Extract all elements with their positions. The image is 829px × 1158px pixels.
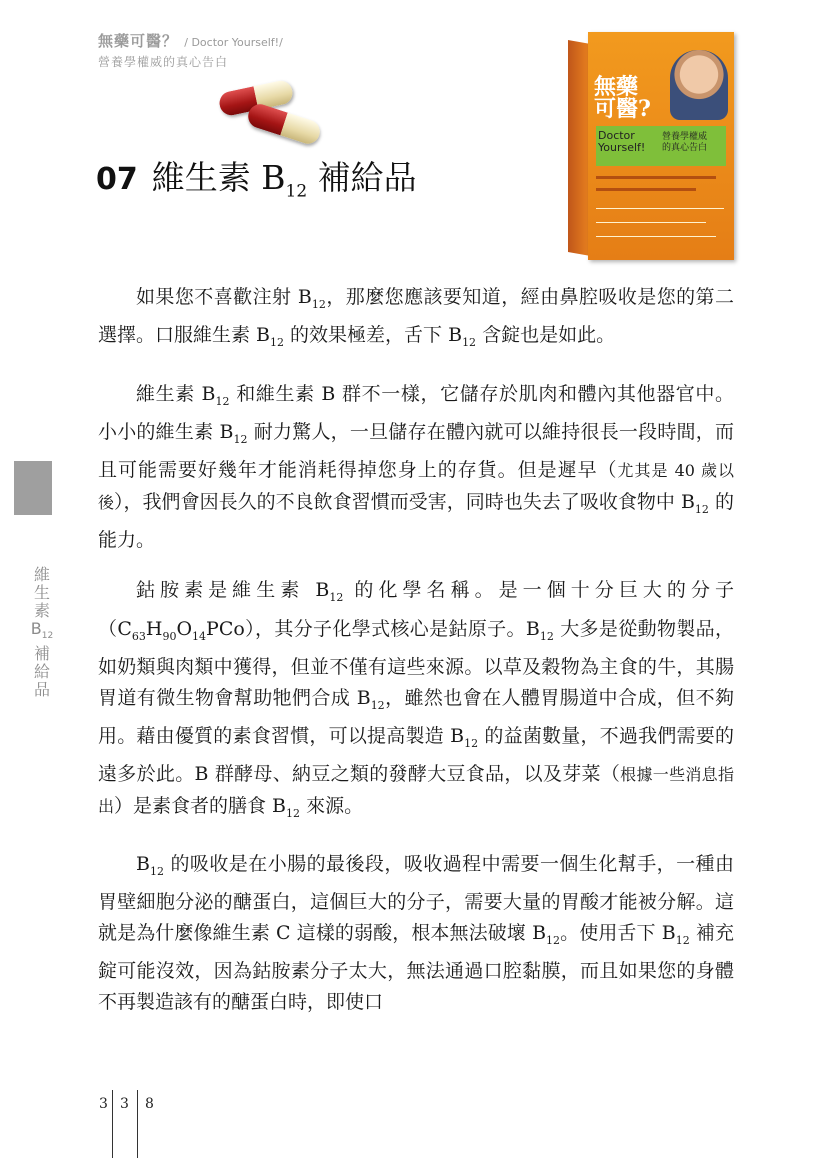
author-photo (670, 50, 728, 120)
chapter-title-text: 補給品 (307, 158, 417, 197)
cover-line (596, 222, 706, 223)
paragraph: 鈷胺素是維生素 $B_{12}$ 的化學名稱。是一個十分巨大的分子$(C_{63}H_{90}O_{14}PCo)$，其分子化學式核心是鈷原子。$B_{12}$ 大多是從動物製品，如奶類與肉類中獲得，但並不僅有這些來源。以草及穀物為主食的牛，其腸胃道有微生物會幫助牠們合成 $B_{12}$，雖然也會在人體胃腸道中合成，但不夠用。藉由優質的素食習慣，可以提高製造 $B_{12}$ 的益菌數量，不過我們需要的遠多於此。B 群酵母、納豆之類的發酵大豆食品，以及芽菜（根據一些消息指出）是素食者的膳食 $B_{12}$ 來源。 (98, 579, 734, 820)
chapter-title-subscript: 12 (285, 181, 308, 202)
book-title: 無藥可醫？ (98, 32, 179, 50)
chapter-number: 07 (96, 162, 138, 197)
capsule-icon (245, 101, 323, 147)
book-tagline: 營養學權威的真心告白 (98, 55, 229, 69)
paragraph: 維生素 $B_{12}$ 和維生素 B 群不一樣，它儲存於肌肉和體內其他器官中。小小的維生素 $B_{12}$ 耐力驚人，一旦儲存在體內就可以維持很長一段時間，而且可能需要好幾年才能消耗得掉您身上的存貨。但是遲早（尤其是 40 歲以後），我們會因長久的不良飲食習慣而受害，同時也失去了吸收食物中 $B_{12}$ 的能力。 (98, 382, 734, 551)
body-text (98, 282, 734, 1037)
cover-line (596, 208, 724, 209)
cover-chinese-subtitle: 營養學權威 的真心告白 (662, 132, 708, 153)
cover-line (596, 236, 716, 237)
side-thumb-tab (14, 461, 52, 515)
book-subtitle: / Doctor Yourself!/ (184, 36, 283, 49)
cover-title: 無藥 可醫? (594, 74, 651, 122)
book-cover-image (568, 28, 736, 260)
chapter-title (96, 152, 417, 202)
cover-english-title: Doctor Yourself! (598, 129, 646, 154)
running-head (98, 30, 283, 70)
cover-spine (568, 40, 590, 256)
paragraph: $B_{12}$ 的吸收是在小腸的最後段，吸收過程中需要一個生化幫手，一種由胃壁細胞分泌的醣蛋白，這個巨大的分子，需要大量的胃酸才能被分解。這就是為什麼像維生素 C 這樣的弱酸，根本無法破壞 $B_{12}$。使用舌下 $B_{12}$ 補充錠可能沒效，因為鈷胺素分子太大，無法通過口腔黏膜，而且如果您的身體不再製造該有的醣蛋白時，即使口 (98, 852, 734, 1013)
capsule-illustration (215, 78, 325, 150)
paragraph: 如果您不喜歡注射 $B_{12}$，那麼您應該要知道，經由鼻腔吸收是您的第二選擇。口服維生素 $B_{12}$ 的效果極差，舌下 $B_{12}$ 含錠也是如此。 (98, 286, 734, 350)
cover-line (596, 176, 716, 179)
cover-front (588, 32, 734, 260)
cover-line (596, 188, 696, 191)
chapter-title-text: 維生素 B (151, 158, 286, 197)
side-chapter-label: 維 生 素 $B_{12}$ 補 給 品 (30, 565, 54, 700)
